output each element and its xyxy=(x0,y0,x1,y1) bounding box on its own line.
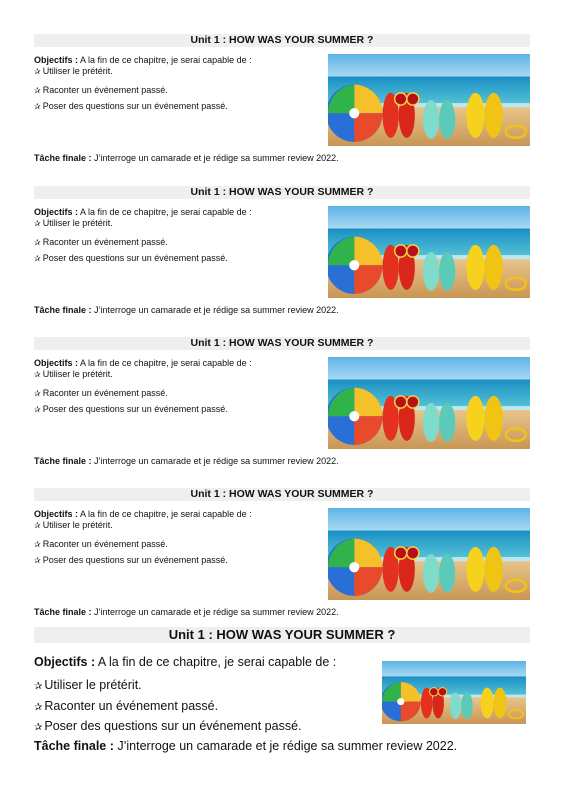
star-icon: ✰ xyxy=(34,389,41,398)
objectives-label: Objectifs : xyxy=(34,655,96,669)
objectives-text: A la fin de ce chapitre, je serai capable de : xyxy=(78,509,252,519)
objective-item xyxy=(34,237,168,248)
star-icon: ✰ xyxy=(34,702,43,713)
final-task-label: Tâche finale : xyxy=(34,739,114,753)
objective-item xyxy=(34,101,228,112)
beach-photo xyxy=(328,508,530,600)
unit-title: Unit 1 : HOW WAS YOUR SUMMER ? xyxy=(34,34,530,47)
objectives-text: A la fin de ce chapitre, je serai capable de : xyxy=(78,207,252,217)
unit-block xyxy=(34,488,530,618)
beach-photo xyxy=(328,206,530,298)
star-icon: ✰ xyxy=(34,521,41,530)
objective-text: Utiliser le prétérit. xyxy=(42,218,113,228)
star-icon: ✰ xyxy=(34,219,41,228)
final-task-line xyxy=(34,456,339,466)
beach-flipflops-photo xyxy=(328,54,530,146)
objectives-line xyxy=(34,358,252,368)
objective-text: Utiliser le prétérit. xyxy=(42,66,113,76)
star-icon: ✰ xyxy=(34,254,41,263)
beach-flipflops-photo xyxy=(328,357,530,449)
final-task-text: J’interroge un camarade et je rédige sa summer review 2022. xyxy=(113,739,458,753)
objective-item xyxy=(34,388,168,399)
star-icon: ✰ xyxy=(34,540,41,549)
beach-flipflops-photo xyxy=(328,508,530,600)
objective-item xyxy=(34,253,228,264)
objective-text: Poser des questions sur un événement passé. xyxy=(42,404,228,414)
objective-text: Raconter un événement passé. xyxy=(42,388,168,398)
objective-text: Utiliser le prétérit. xyxy=(42,520,113,530)
beach-photo xyxy=(328,54,530,146)
beach-flipflops-photo xyxy=(382,661,526,724)
objective-item xyxy=(34,539,168,550)
objective-item xyxy=(34,678,142,694)
unit-block xyxy=(34,34,530,164)
objective-item xyxy=(34,555,228,566)
star-icon: ✰ xyxy=(34,556,41,565)
objectives-label: Objectifs : xyxy=(34,207,79,217)
objective-item xyxy=(34,404,228,415)
star-icon: ✰ xyxy=(34,681,43,692)
star-icon: ✰ xyxy=(34,238,41,247)
objective-text: Poser des questions sur un événement passé. xyxy=(42,555,228,565)
star-icon: ✰ xyxy=(34,405,41,414)
final-task-line xyxy=(34,153,339,163)
objective-item xyxy=(34,699,218,715)
unit-title: Unit 1 : HOW WAS YOUR SUMMER ? xyxy=(34,337,530,350)
objective-text: Poser des questions sur un événement passé. xyxy=(42,253,228,263)
final-task-text: J’interroge un camarade et je rédige sa summer review 2022. xyxy=(91,456,339,466)
objectives-label: Objectifs : xyxy=(34,358,79,368)
objective-text: Raconter un événement passé. xyxy=(44,699,219,713)
objectives-text: A la fin de ce chapitre, je serai capable de : xyxy=(95,655,337,669)
final-task-line xyxy=(34,607,339,617)
final-task-label: Tâche finale : xyxy=(34,305,92,315)
final-task-line xyxy=(34,305,339,315)
objective-text: Utiliser le prétérit. xyxy=(42,369,113,379)
unit-title: Unit 1 : HOW WAS YOUR SUMMER ? xyxy=(34,627,530,643)
star-icon: ✰ xyxy=(34,86,41,95)
final-task-text: J’interroge un camarade et je rédige sa summer review 2022. xyxy=(91,607,339,617)
objective-text: Poser des questions sur un événement passé. xyxy=(42,101,228,111)
objectives-line xyxy=(34,509,252,519)
objectives-text: A la fin de ce chapitre, je serai capable de : xyxy=(78,358,252,368)
objective-item xyxy=(34,369,113,380)
final-task-label: Tâche finale : xyxy=(34,456,92,466)
star-icon: ✰ xyxy=(34,102,41,111)
star-icon: ✰ xyxy=(34,370,41,379)
unit-block xyxy=(34,186,530,316)
objectives-line xyxy=(34,207,252,217)
objective-text: Raconter un événement passé. xyxy=(42,85,168,95)
objectives-line xyxy=(34,55,252,65)
unit-block xyxy=(34,627,530,762)
objective-text: Raconter un événement passé. xyxy=(42,237,168,247)
beach-photo xyxy=(382,661,526,724)
objective-item xyxy=(34,719,302,735)
star-icon: ✰ xyxy=(34,722,43,733)
objectives-text: A la fin de ce chapitre, je serai capable de : xyxy=(78,55,252,65)
unit-block xyxy=(34,337,530,467)
objective-item xyxy=(34,66,113,77)
objective-text: Utiliser le prétérit. xyxy=(44,678,142,692)
objectives-label: Objectifs : xyxy=(34,55,79,65)
objectives-label: Objectifs : xyxy=(34,509,79,519)
final-task-line xyxy=(34,739,457,753)
beach-photo xyxy=(328,357,530,449)
objective-item xyxy=(34,85,168,96)
final-task-text: J’interroge un camarade et je rédige sa summer review 2022. xyxy=(91,153,339,163)
objective-item xyxy=(34,520,113,531)
final-task-label: Tâche finale : xyxy=(34,607,92,617)
objective-text: Poser des questions sur un événement passé. xyxy=(44,719,302,733)
unit-title: Unit 1 : HOW WAS YOUR SUMMER ? xyxy=(34,488,530,501)
unit-title: Unit 1 : HOW WAS YOUR SUMMER ? xyxy=(34,186,530,199)
beach-flipflops-photo xyxy=(328,206,530,298)
objectives-line xyxy=(34,655,336,669)
objective-item xyxy=(34,218,113,229)
final-task-text: J’interroge un camarade et je rédige sa summer review 2022. xyxy=(91,305,339,315)
objective-text: Raconter un événement passé. xyxy=(42,539,168,549)
final-task-label: Tâche finale : xyxy=(34,153,92,163)
star-icon: ✰ xyxy=(34,67,41,76)
